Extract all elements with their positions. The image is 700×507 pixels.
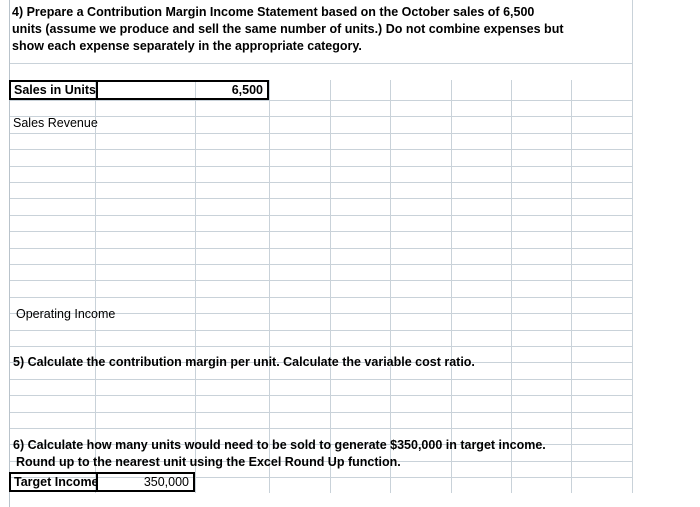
question-6-line-1: 6) Calculate how many units would need to be sold to generate $350,000 in target income.: [13, 438, 546, 452]
grid-row-line: [9, 395, 632, 396]
grid-row-line: [9, 428, 632, 429]
question-4-line-1: 4) Prepare a Contribution Margin Income Statement based on the October sales of 6,500: [12, 5, 535, 19]
grid-row-line: [9, 100, 632, 101]
grid-column-line: [330, 80, 331, 493]
question-4-line-2: units (assume we produce and sell the same number of units.) Do not combine expenses but: [12, 22, 564, 36]
grid-row-line: [9, 63, 632, 64]
grid-row-line: [9, 330, 632, 331]
operating-income-label: Operating Income: [16, 307, 116, 321]
target-income-value[interactable]: 350,000: [143, 475, 189, 489]
grid-row-line: [9, 379, 632, 380]
sales-revenue-label: Sales Revenue: [13, 116, 98, 130]
sales-units-value[interactable]: 6,500: [231, 83, 263, 97]
grid-row-line: [9, 149, 632, 150]
sheet-right-border: [632, 0, 633, 493]
grid-column-line: [195, 80, 196, 493]
grid-column-line: [451, 80, 452, 493]
grid-row-line: [9, 297, 632, 298]
target-income-row[interactable]: [9, 472, 195, 492]
grid-row-line: [9, 133, 632, 134]
question-4-line-3: show each expense separately in the appropriate category.: [12, 39, 362, 53]
grid-row-line: [9, 116, 632, 117]
sales-units-divider: [96, 82, 98, 98]
grid-row-line: [9, 280, 632, 281]
question-4: [12, 4, 564, 55]
grid-row-line: [9, 215, 632, 216]
question-6-line-2: Round up to the nearest unit using the Excel Round Up function.: [16, 455, 401, 469]
grid-row-line: [9, 182, 632, 183]
question-6: [13, 437, 546, 471]
grid-column-line: [269, 80, 270, 493]
sales-units-label: Sales in Units: [14, 83, 96, 97]
grid-row-line: [9, 412, 632, 413]
target-income-divider: [96, 474, 98, 490]
question-5: [13, 354, 475, 371]
grid-column-line: [390, 80, 391, 493]
grid-column-line: [571, 80, 572, 493]
grid-row-line: [9, 248, 632, 249]
grid-row-line: [9, 264, 632, 265]
grid-row-line: [9, 346, 632, 347]
target-income-label: Target Income: [14, 475, 99, 489]
grid-row-line: [9, 166, 632, 167]
grid-row-line: [9, 231, 632, 232]
grid-column-line: [95, 80, 96, 493]
question-5-line-1: 5) Calculate the contribution margin per unit. Calculate the variable cost ratio.: [13, 355, 475, 369]
sheet-left-border: [9, 0, 10, 507]
grid-column-line: [511, 80, 512, 493]
grid-row-line: [9, 198, 632, 199]
sales-units-row[interactable]: [9, 80, 269, 100]
